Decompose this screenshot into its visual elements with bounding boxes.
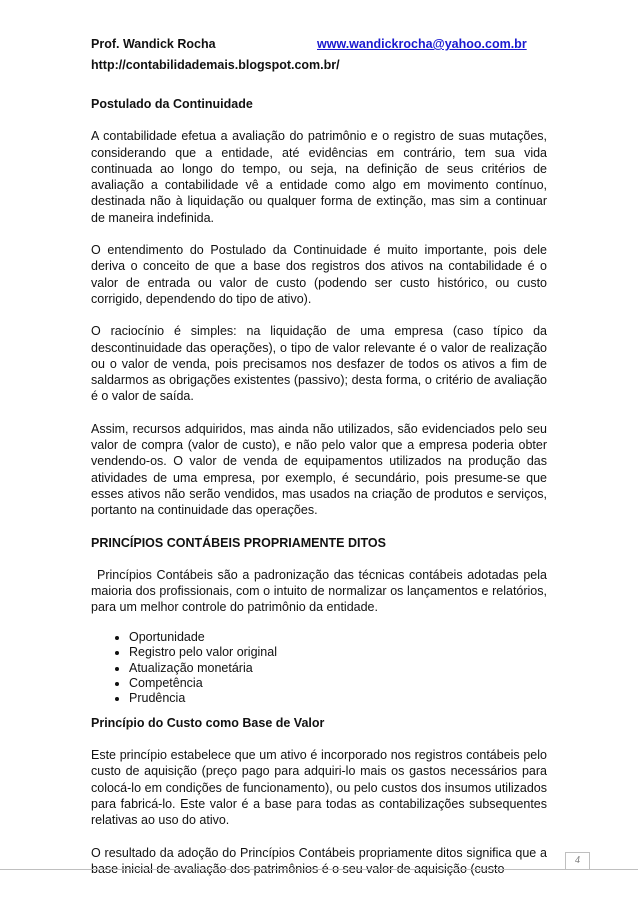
list-item: • Registro pelo valor original xyxy=(129,645,547,660)
paragraph: Princípios Contábeis são a padronização das técnicas contábeis adotadas pela maioria dos profissionais, com o intuito de normalizar os lançamentos e relatórios, para um melhor controle do patrimônio da entidade. xyxy=(91,567,547,615)
principles-list xyxy=(91,630,547,707)
page-header xyxy=(91,37,551,72)
section-title-custo: Princípio do Custo como Base de Valor xyxy=(91,715,325,730)
list-item: • Atualização monetária xyxy=(129,661,547,676)
list-item: • Prudência xyxy=(129,691,547,706)
paragraph: O raciocínio é simples: na liquidação de uma empresa (caso típico da descontinuidade das operações), o tipo de valor relevante é o valor de realização ou o valor de venda, pois precisamos nos desfazer de todos os ativos a fim de saldarmos as obrigações existentes (passivo); desta forma, o critério de avaliação é o valor de saída. xyxy=(91,324,547,404)
list-item: • Oportunidade xyxy=(129,630,547,645)
list-item: • Competência xyxy=(129,676,547,691)
blog-url[interactable]: http://contabilidademais.blogspot.com.br/ xyxy=(91,58,340,72)
paragraph: O entendimento do Postulado da Continuidade é muito importante, pois dele deriva o conceito de que a base dos registros dos ativos na contabilidade é o valor de entrada ou valor de custo (podendo ser custo histórico, ou custo corrigido, dependendo do tipo de ativo). xyxy=(91,243,547,306)
document-body xyxy=(91,96,547,893)
author-name: Prof. Wandick Rocha xyxy=(91,37,216,51)
section-title-principios: PRINCÍPIOS CONTÁBEIS PROPRIAMENTE DITOS xyxy=(91,535,386,550)
footer-divider xyxy=(0,869,638,870)
paragraph: O resultado da adoção do Princípios Contábeis propriamente ditos significa que a base inicial de avaliação dos patrimônios é o seu valor de aquisição (custo xyxy=(91,845,547,876)
paragraph: Assim, recursos adquiridos, mas ainda não utilizados, são evidenciados pelo seu valor de compra (valor de custo), e não pelo valor que a empresa poderia obter vendendo-os. O valor de venda de equipamentos utilizados na produção das atividades de uma empresa, por exemplo, é secundário, pois presume-se que esses ativos não serão vendidos, mas usados na criação de produtos e serviços, portanto na continuidade das operações. xyxy=(91,421,547,518)
paragraph: Este princípio estabelece que um ativo é incorporado nos registros contábeis pelo custo de aquisição (preço pago para adquiri-lo mais os gastos necessários para colocá-lo em condições de funcionamento), ou pelo custos dos insumos utilizados para fabricá-lo. Este valor é a base para todas as contabilizações subsequentes relativas ao uso do ativo. xyxy=(91,748,547,828)
page-number: 4 xyxy=(565,852,590,869)
paragraph: A contabilidade efetua a avaliação do patrimônio e o registro de suas mutações, considerando que a entidade, até evidências em contrário, tem sua vida continuada ao longo do tempo, ou seja, na definição de seus critérios de avaliação a contabilidade vê a entidade como algo em movimento contínuo, destinada não à liquidação ou qualquer forma de extinção, mas sim a continuar de maneira indefinida. xyxy=(91,129,547,225)
section-title-continuidade: Postulado da Continuidade xyxy=(91,97,253,111)
author-email-link[interactable]: www.wandickrocha@yahoo.com.br xyxy=(317,37,527,51)
